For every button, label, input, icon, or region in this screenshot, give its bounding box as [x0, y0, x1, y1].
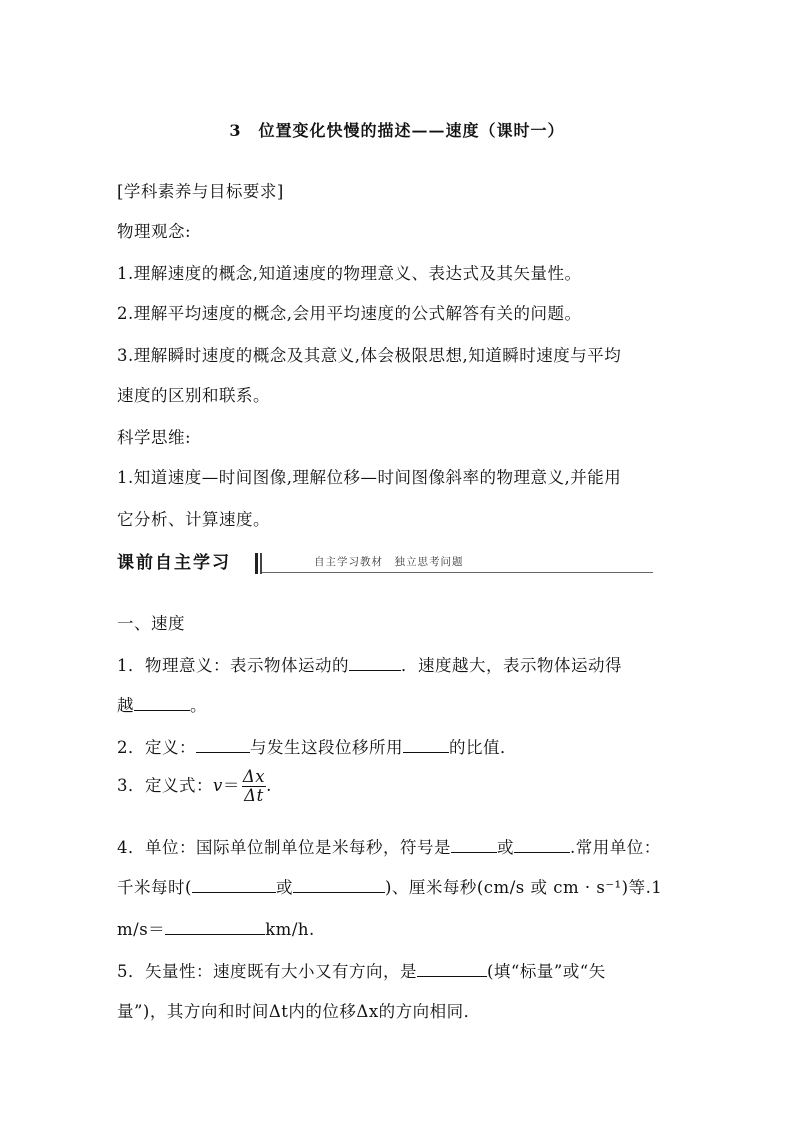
- q3-text-a: 3．定义式：: [117, 776, 213, 795]
- q4-text-d: )、厘米每秒(cm/s 或 cm · s⁻¹)等.1: [384, 878, 663, 897]
- banner-title: 课前自主学习: [117, 552, 257, 574]
- q4-text-b: .常用单位：: [570, 838, 661, 857]
- q4-or-1: 或: [497, 838, 514, 857]
- equals-sign: ＝: [222, 776, 240, 795]
- page-title: 3 位置变化快慢的描述——速度（课时一）: [229, 121, 565, 140]
- physics-item-2: 2.理解平均速度的概念,会用平均速度的公式解答有关的问题。: [117, 304, 582, 323]
- banner-rule: [262, 572, 653, 573]
- banner-divider: [255, 553, 258, 574]
- q2-text-c: 的比值．: [449, 738, 517, 757]
- answer-blank[interactable]: [349, 656, 401, 671]
- answer-blank[interactable]: [403, 738, 449, 753]
- q3-end: .: [266, 776, 272, 795]
- q4-text-e: m/s＝: [117, 920, 166, 939]
- question-4-line-1: [117, 834, 661, 858]
- q5-text-b: (填“标量”或“矢: [487, 962, 606, 981]
- q4-text-f: km/h.: [265, 920, 315, 939]
- answer-blank[interactable]: [514, 838, 570, 853]
- answer-blank[interactable]: [451, 838, 497, 853]
- q1-text-c: 越: [117, 696, 134, 715]
- banner-subtitle: 自主学习教材 独立思考问题: [314, 556, 464, 568]
- definition-fraction: [242, 768, 266, 805]
- answer-blank[interactable]: [192, 878, 276, 893]
- q1-text-b: ．速度越大，表示物体运动得: [401, 656, 622, 675]
- q4-text-a: 4．单位：国际单位制单位是米每秒，符号是: [117, 838, 451, 857]
- fraction-denominator: Δt: [244, 786, 264, 805]
- fraction-numerator: Δx: [242, 767, 266, 786]
- physics-item-3-cont: 速度的区别和联系。: [117, 386, 270, 405]
- physics-concept-label: 物理观念:: [117, 222, 192, 241]
- q1-text-d: 。: [190, 696, 207, 715]
- physics-item-3: 3.理解瞬时速度的概念及其意义,体会极限思想,知道瞬时速度与平均: [117, 346, 622, 365]
- answer-blank[interactable]: [134, 696, 190, 711]
- answer-blank[interactable]: [417, 962, 487, 977]
- section-heading: 一、速度: [117, 614, 185, 633]
- question-4-line-3: [117, 916, 315, 940]
- thinking-item-1-cont: 它分析、计算速度。: [117, 510, 270, 529]
- banner-divider-thin: [260, 553, 262, 574]
- question-5-line-1: [117, 958, 606, 982]
- answer-blank[interactable]: [293, 878, 385, 893]
- question-1-line-1: [117, 652, 622, 676]
- q2-text-b: 与发生这段位移所用: [250, 738, 403, 757]
- velocity-symbol: v: [213, 776, 223, 795]
- question-3: [117, 768, 272, 805]
- question-2: [117, 734, 517, 758]
- thinking-item-1: 1.知道速度—时间图像,理解位移—时间图像斜率的物理意义,并能用: [117, 468, 622, 487]
- q4-or-2: 或: [275, 878, 293, 897]
- q4-text-c: 千米每时(: [117, 878, 192, 897]
- goals-header: [学科素养与目标要求]: [117, 182, 284, 201]
- q1-text-a: 1．物理意义：表示物体运动的: [117, 656, 349, 675]
- question-1-line-2: [117, 692, 207, 716]
- answer-blank[interactable]: [196, 738, 250, 753]
- answer-blank[interactable]: [165, 920, 265, 935]
- question-5-line-2: 量”)，其方向和时间Δt内的位移Δx的方向相同．: [117, 1002, 481, 1021]
- physics-item-1: 1.理解速度的概念,知道速度的物理意义、表达式及其矢量性。: [117, 264, 582, 283]
- section-banner: [117, 552, 653, 574]
- q2-text-a: 2．定义：: [117, 738, 196, 757]
- question-4-line-2: [117, 874, 662, 898]
- q5-text-a: 5．矢量性：速度既有大小又有方向，是: [117, 962, 417, 981]
- science-thinking-label: 科学思维:: [117, 428, 192, 447]
